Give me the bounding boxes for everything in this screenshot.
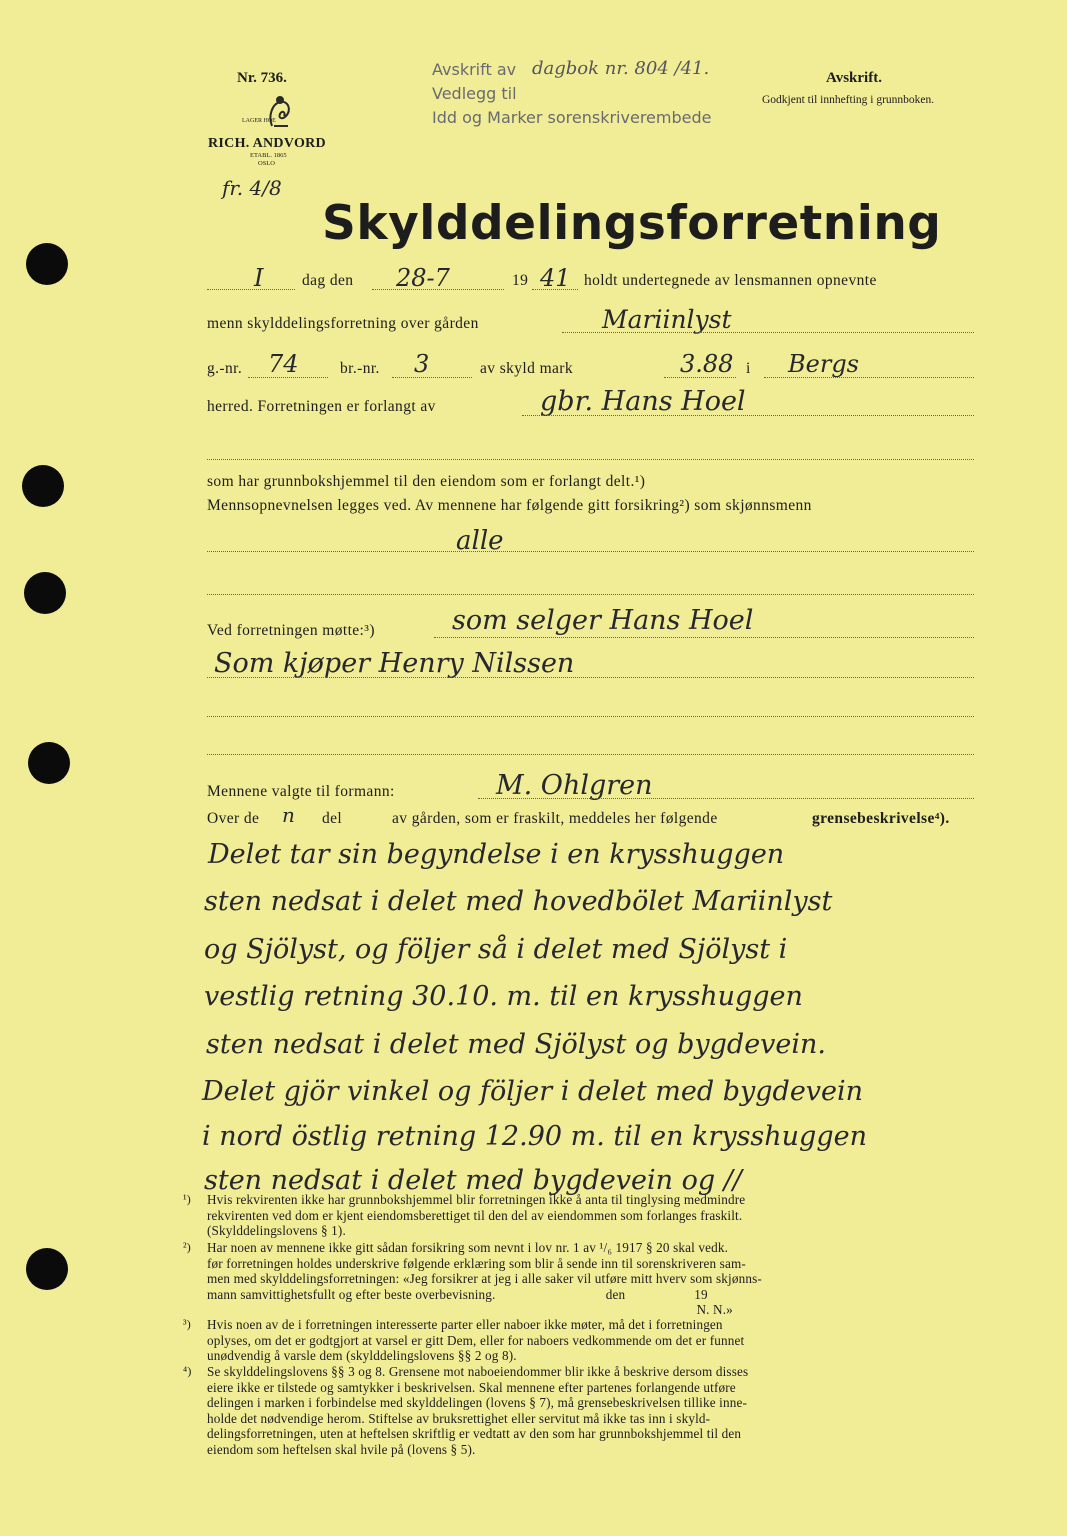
fill-line bbox=[207, 677, 974, 678]
stamp-line-1: Avskrift av bbox=[432, 60, 517, 79]
footnote-mark: ³) bbox=[183, 1317, 191, 1331]
day-handwritten: I bbox=[254, 264, 264, 292]
bnr-label: br.-nr. bbox=[340, 360, 380, 377]
footnote-line: eiendom som heftelsen skal hvile på (lovens § 5). bbox=[207, 1441, 476, 1457]
approval-note: Godkjent til innhefting i grunnboken. bbox=[762, 94, 935, 106]
footnote-line: oplyses, om det er godtgjort at varsel er gitt Dem, eller for naboers vedkommende om det er funnet bbox=[207, 1332, 745, 1348]
insurance-handwritten: alle bbox=[456, 526, 504, 556]
footnote-line: men med skylddelingsforretningen: «Jeg forsikrer at jeg i alle saker vil utføre mitt hverv som skjønns- bbox=[207, 1271, 762, 1286]
punch-hole-1 bbox=[26, 243, 68, 285]
requested-by-label: herred. Forretningen er forlangt av bbox=[207, 398, 436, 415]
stamp-line-2: Vedlegg til bbox=[432, 84, 517, 103]
bnr-handwritten: 3 bbox=[414, 350, 430, 378]
footnote-3 bbox=[183, 1317, 977, 1364]
mennsopnevnelse-line: Mennsopnevnelsen legges ved. Av mennene har følgende gitt forsikring²) som skjønnsmenn bbox=[207, 497, 812, 514]
fill-line bbox=[392, 377, 472, 378]
footnote-line: Se skylddelingslovens §§ 3 og 8. Grensene mot naboeiendommer blir ikke å beskrive dersom disses bbox=[207, 1364, 749, 1379]
punch-hole-3 bbox=[24, 572, 66, 614]
description-line: i nord östlig retning 12.90 m. til en krysshuggen bbox=[202, 1121, 867, 1152]
grunnbok-line: som har grunnbokshjemmel til den eiendom som er forlangt delt.¹) bbox=[207, 473, 646, 490]
footnote-mark: ⁴) bbox=[183, 1364, 192, 1378]
attendees-label: Ved forretningen møtte:³) bbox=[207, 622, 375, 639]
farm-handwritten: Mariinlyst bbox=[602, 305, 732, 334]
description-line: og Sjölyst, og följer så i delet med Sjölyst i bbox=[204, 934, 788, 965]
chairman-label: Mennene valgte til formann: bbox=[207, 783, 395, 800]
footnote-line: delingen i marken i forbindelse med skylddelingen (lovens § 7), må grensebeskrivelsen tillike inne- bbox=[207, 1395, 748, 1410]
form-number: Nr. 736. bbox=[237, 70, 287, 86]
footnote-line: unødvendig å varsle dem (skylddelingslovens §§ 2 og 8). bbox=[207, 1348, 517, 1363]
publisher-logo bbox=[250, 92, 310, 132]
stamp-line-1-handwritten: dagbok nr. 804 /41. bbox=[532, 58, 710, 79]
farm-label: menn skylddelingsforretning over gården bbox=[207, 315, 479, 332]
description-line: sten nedsat i delet med bygdevein og // bbox=[204, 1165, 742, 1196]
date-handwritten: 28-7 bbox=[396, 264, 450, 292]
attendees-handwritten-2: Som kjøper Henry Nilssen bbox=[214, 648, 575, 679]
skyld-label: av skyld mark bbox=[480, 360, 574, 377]
fill-line bbox=[207, 754, 974, 755]
over-de-label: Over de bbox=[207, 810, 260, 827]
year-prefix: 19 bbox=[512, 272, 529, 289]
description-line: Delet tar sin begyndelse i en krysshuggen bbox=[208, 839, 785, 870]
skyld-handwritten: 3.88 bbox=[680, 350, 734, 378]
footnote-line: holde det nødvendige herom. Stiftelse av bruksrettighet eller servitut må ikke tas inn i skyld- bbox=[207, 1410, 711, 1426]
footnote-line: (Skylddelingslovens § 1). bbox=[207, 1223, 346, 1238]
fill-line bbox=[562, 332, 974, 333]
fill-line bbox=[207, 716, 974, 717]
footnote-line: eiere ikke er tilstede og samtykker i beskrivelsen. Skal mennene efter partenes forlangende utføre bbox=[207, 1379, 736, 1395]
fill-line bbox=[248, 377, 328, 378]
chairman-handwritten: M. Ohlgren bbox=[496, 770, 653, 801]
document-title: Skylddelingsforretning bbox=[322, 196, 942, 251]
fill-line bbox=[207, 459, 974, 460]
publisher-small: LAGER HOE bbox=[242, 118, 276, 124]
attendees-handwritten-1: som selger Hans Hoel bbox=[452, 605, 754, 636]
publisher-city: OSLO bbox=[258, 160, 275, 167]
punch-hole-5 bbox=[26, 1248, 68, 1290]
punch-hole-4 bbox=[28, 742, 70, 784]
publisher-name: RICH. ANDVORD bbox=[208, 136, 326, 151]
fill-line bbox=[207, 594, 974, 595]
margin-note: fr. 4/8 bbox=[222, 176, 282, 200]
copy-label: Avskrift. bbox=[826, 70, 882, 86]
footnote-4 bbox=[183, 1364, 977, 1457]
footnote-line: delingsforretningen, uten at heftelsen skriftlig er vedtatt av den som har grunnbokshjemmel til den bbox=[207, 1426, 742, 1441]
footnote-line: rekvirenten ved dom er kjent eiendomsberettiget til den del av eiendommen som forlanges fraskilt. bbox=[207, 1207, 743, 1223]
intro-rest: holdt undertegnede av lensmannen opnevnte bbox=[584, 272, 877, 289]
publisher-established: ETABL. 1865 bbox=[250, 152, 287, 159]
part-label: del bbox=[322, 810, 343, 827]
footnote-line: mann samvittighetsfullt og efter beste overbevisning. den 19 bbox=[207, 1286, 708, 1302]
year-handwritten: 41 bbox=[540, 264, 571, 292]
fill-line bbox=[434, 637, 974, 638]
gnr-handwritten: 74 bbox=[268, 350, 299, 378]
fill-line bbox=[522, 415, 974, 416]
publisher-mark-icon bbox=[250, 92, 310, 132]
footnote-mark: ¹) bbox=[183, 1192, 191, 1206]
over-de-handwritten: n bbox=[282, 803, 295, 827]
fill-line bbox=[478, 798, 974, 799]
description-line: vestlig retning 30.10. m. til en krysshuggen bbox=[204, 981, 803, 1012]
i-label: i bbox=[746, 360, 751, 377]
herred-handwritten: Bergs bbox=[788, 350, 859, 378]
footnote-mark: ²) bbox=[183, 1240, 191, 1254]
requested-by-handwritten: gbr. Hans Hoel bbox=[540, 386, 746, 417]
boundary-intro: av gården, som er fraskilt, meddeles her følgende bbox=[392, 810, 718, 827]
footnote-line: Har noen av mennene ikke gitt sådan forsikring som nevnt i lov nr. 1 av ¹/₆ 1917 § 20 skal vedk. bbox=[207, 1240, 729, 1255]
fill-line bbox=[664, 377, 736, 378]
gnr-label: g.-nr. bbox=[207, 360, 243, 377]
description-line: sten nedsat i delet med Sjölyst og bygdevein. bbox=[206, 1029, 827, 1060]
punch-hole-2 bbox=[22, 465, 64, 507]
fill-line bbox=[764, 377, 974, 378]
description-line: Delet gjör vinkel og följer i delet med bygdevein bbox=[202, 1076, 864, 1107]
footnote-line: Hvis rekvirenten ikke har grunnbokshjemmel blir forretningen ikke å anta til tinglysing medmindre bbox=[207, 1192, 746, 1207]
footnote-line: Hvis noen av de i forretningen interesserte parter eller naboer ikke møter, må det i forretningen bbox=[207, 1317, 723, 1332]
footnote-line: før forretningen holdes underskrive følgende erklæring som blir å sende inn til sorenskriveren sam- bbox=[207, 1255, 746, 1271]
footnote-2 bbox=[183, 1240, 977, 1318]
fill-line bbox=[532, 289, 578, 290]
boundary-label: grensebeskrivelse⁴). bbox=[812, 810, 950, 827]
footnote-line: N. N.» bbox=[207, 1302, 733, 1317]
stamp-line-3: Idd og Marker sorenskriverembede bbox=[432, 108, 712, 127]
fill-line bbox=[207, 551, 974, 552]
fill-line bbox=[207, 289, 295, 290]
description-line: sten nedsat i delet med hovedbölet Mariinlyst bbox=[204, 886, 833, 917]
footnote-1 bbox=[183, 1192, 977, 1239]
day-label: dag den bbox=[302, 272, 354, 289]
